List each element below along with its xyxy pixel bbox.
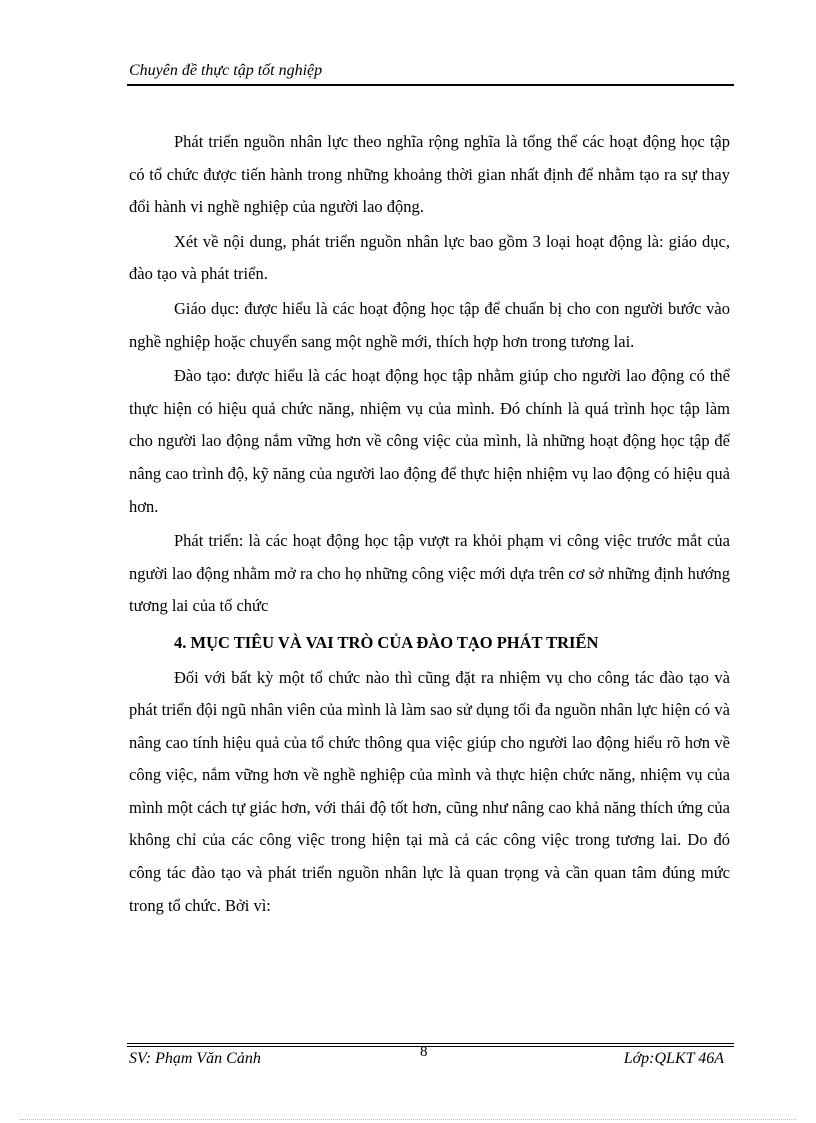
paragraph-content-types: Xét về nội dung, phát triển nguồn nhân lực bao gồm 3 loại hoạt động là: giáo dục, đào tạo và phát triển. (129, 231, 730, 284)
paragraph-development: Phát triển: là các hoạt động học tập vượt ra khỏi phạm vi công việc trước mắt của người lao động nhằm mở ra cho họ những công việc mới dựa trên cơ sở những định hướng tương lai của tổ chức (129, 531, 730, 616)
paragraph-education: Giáo dục: được hiểu là các hoạt động học tập để chuẩn bị cho con người bước vào nghề nghiệp hoặc chuyển sang một nghề mới, thích hợp hơn trong tương lai. (129, 298, 730, 351)
footer-student-name: SV: Phạm Văn Cảnh (129, 1050, 261, 1067)
footer-class: Lớp:QLKT 46A (623, 1050, 724, 1067)
header-rule (127, 84, 734, 86)
page-header (127, 60, 734, 86)
document-body (129, 126, 730, 922)
paragraph-training: Đào tạo: được hiểu là các hoạt động học tập nhằm giúp cho người lao động có thể thực hiện có hiệu quả chức năng, nhiệm vụ của mình. Đó chính là quá trình học tập làm cho người lao động nắm vững hơn về công việc của mình, là những hoạt động học tập để nâng cao trình độ, kỹ năng của người lao động để thực hiện nhiệm vụ lao động có hiệu quả hơn. (129, 366, 730, 516)
page-number: 8 (420, 1044, 428, 1060)
page-bottom-edge (20, 1119, 796, 1120)
header-title: Chuyên đề thực tập tốt nghiệp (129, 62, 323, 79)
page-footer (127, 1043, 734, 1071)
paragraph-definition: Phát triển nguồn nhân lực theo nghĩa rộng nghĩa là tổng thể các hoạt động học tập có tổ chức được tiến hành trong những khoảng thời gian nhất định để nhằm tạo ra sự thay đổi hành vi nghề nghiệp của người lao động. (129, 132, 730, 217)
paragraph-objectives: Đối với bất kỳ một tổ chức nào thì cũng đặt ra nhiệm vụ cho công tác đào tạo và phát triển đội ngũ nhân viên của mình là làm sao sử dụng tối đa nguồn nhân lực hiện có và nâng cao tính hiệu quả của tổ chức thông qua việc giúp cho người lao động hiểu rõ hơn về công việc, nắm vững hơn về nghề nghiệp của mình và thực hiện chức năng, nhiệm vụ của mình một cách tự giác hơn, với thái độ tốt hơn, cũng như nâng cao khả năng thích ứng của không chỉ của các công việc trong hiện tại mà cả các công việc trong tương lai. Do đó công tác đào tạo và phát triển nguồn nhân lực là quan trọng và cần quan tâm đúng mức trong tổ chức. Bởi vì: (129, 667, 730, 915)
section-heading: 4. MỤC TIÊU VÀ VAI TRÒ CỦA ĐÀO TẠO PHÁT TRIỂN (174, 632, 599, 652)
